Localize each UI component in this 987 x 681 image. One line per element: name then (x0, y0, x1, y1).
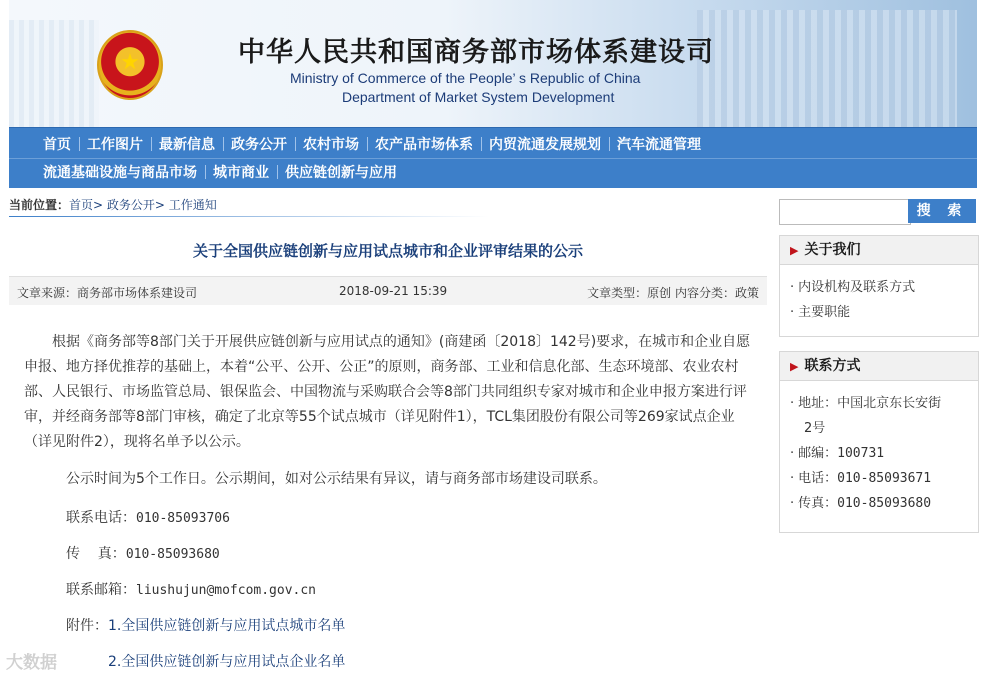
nav-item-infrastructure[interactable]: 流通基础设施与商品市场 (43, 165, 197, 181)
contact-fax-line (66, 542, 220, 567)
bullet-icon: · (790, 305, 795, 320)
breadcrumb-divider (9, 216, 489, 217)
nav-item-urban-commerce[interactable]: 城市商业 (205, 162, 277, 182)
nav-row-2 (43, 158, 405, 186)
contact-phone-value: 010-85093706 (136, 511, 230, 526)
bullet-icon: · (790, 280, 795, 295)
breadcrumb-path[interactable]: 首页> 政务公开> 工作通知 (69, 198, 217, 212)
main-nav (9, 127, 977, 188)
nav-item-supply-chain[interactable]: 供应链创新与应用 (277, 162, 405, 182)
contact-address-line-1: 地址：中国北京东长安街 (798, 396, 942, 411)
contact-phone-label: 电话： (798, 471, 838, 486)
watermark-logo: 大数据 (6, 653, 57, 673)
contact-fax-label: 传 真： (66, 546, 126, 562)
search-input[interactable] (779, 199, 911, 225)
about-item-label[interactable]: 主要职能 (798, 305, 851, 320)
building-decoration (9, 20, 99, 127)
contact-phone-line (66, 506, 230, 531)
contact-list (780, 381, 978, 524)
contact-phone-value: 010-85093671 (837, 471, 932, 486)
nav-item-agri-market[interactable]: 农产品市场体系 (367, 134, 481, 154)
triangle-right-icon: ▶ (790, 244, 799, 257)
bullet-icon: · (790, 496, 795, 511)
contact-header (780, 352, 978, 381)
article-date: 2018-09-21 15:39 (339, 284, 448, 298)
attachment-link-2[interactable]: 2.全国供应链创新与应用试点企业名单 (108, 654, 346, 670)
bullet-icon: · (790, 446, 795, 461)
nav-item-rural-market[interactable]: 农村市场 (295, 134, 367, 154)
triangle-right-icon: ▶ (790, 360, 799, 373)
breadcrumb-label: 当前位置： (9, 198, 70, 212)
contact-address (790, 391, 970, 416)
contact-fax (790, 491, 970, 516)
contact-phone-label: 联系电话： (66, 510, 136, 526)
attachment-label: 附件： (66, 618, 108, 634)
article-paragraph-2: 公示时间为5个工作日。公示期间，如对公示结果有异议，请与商务部市场建设司联系。 (66, 471, 607, 487)
bullet-icon: · (790, 396, 795, 411)
nav-row-1 (43, 130, 709, 158)
site-title-en-line1: Ministry of Commerce of the People’ s Republic of China (290, 70, 641, 86)
article-title: 关于全国供应链创新与应用试点城市和企业评审结果的公示 (192, 242, 583, 260)
contact-address-line-2: 2号 (804, 421, 826, 436)
contact-zip (790, 441, 970, 466)
national-emblem-icon: ★ (97, 30, 163, 100)
attachment-line-1 (66, 614, 345, 639)
contact-zip-label: 邮编： (798, 446, 838, 461)
contact-zip-value: 100731 (837, 446, 885, 461)
contact-fax-label: 传真： (798, 496, 838, 511)
contact-panel (779, 351, 979, 533)
contact-email-line (66, 578, 316, 603)
site-title-cn: 中华人民共和国商务部市场体系建设司 (238, 37, 714, 68)
contact-phone (790, 466, 970, 491)
contact-email-label: 联系邮箱： (66, 582, 136, 598)
contact-fax-value: 010-85093680 (837, 496, 932, 511)
about-us-list (780, 265, 978, 333)
nav-item-auto-circulation[interactable]: 汽车流通管理 (609, 134, 709, 154)
about-us-title: 关于我们 (804, 242, 861, 258)
about-us-header (780, 236, 978, 265)
about-us-panel (779, 235, 979, 337)
article-source: 文章来源：商务部市场体系建设司 (17, 286, 198, 300)
breadcrumb (9, 196, 217, 213)
nav-item-work-photos[interactable]: 工作图片 (79, 134, 151, 154)
contact-title: 联系方式 (804, 358, 861, 374)
article-type: 文章类型：原创 内容分类：政策 (587, 286, 759, 300)
search-button[interactable]: 搜 索 (908, 199, 976, 223)
attachment-line-2 (108, 650, 345, 675)
contact-fax-value: 010-85093680 (125, 547, 220, 562)
nav-item-latest-info[interactable]: 最新信息 (151, 134, 223, 154)
nav-item-trade-planning[interactable]: 内贸流通发展规划 (481, 134, 609, 154)
site-title-en-line2: Department of Market System Development (342, 89, 615, 105)
about-item-label[interactable]: 内设机构及联系方式 (798, 280, 916, 295)
about-item[interactable] (790, 275, 970, 300)
contact-email-value: liushujun@mofcom.gov.cn (136, 583, 317, 598)
bullet-icon: · (790, 471, 795, 486)
attachment-link-1[interactable]: 1.全国供应链创新与应用试点城市名单 (108, 618, 346, 634)
nav-item-home[interactable]: 首页 (43, 137, 71, 153)
nav-item-gov-affairs[interactable]: 政务公开 (223, 134, 295, 154)
building-decoration (697, 10, 957, 127)
contact-address-cont (790, 416, 970, 441)
article-meta-bar (9, 276, 767, 305)
about-item[interactable] (790, 300, 970, 325)
article-paragraph-1: 根据《商务部等8部门关于开展供应链创新与应用试点的通知》(商建函〔2018〕142号)要求，在城市和企业自愿申报、地方择优推荐的基础上，本着“公平、公开、公正”的原则，商务部、工业和信息化部、生态环境部、农业农村部、人民银行、市场监管总局、银保监会、中国物流与采购联合会等8部门共同组织专家对城市和企业申报方案进行评审，并经商务部等8部门审核，确定了北京等55个试点城市（详见附件1），TCL集团股份有限公司等269家试点企业（详见附件2），现将名单予以公示。 (24, 334, 751, 450)
